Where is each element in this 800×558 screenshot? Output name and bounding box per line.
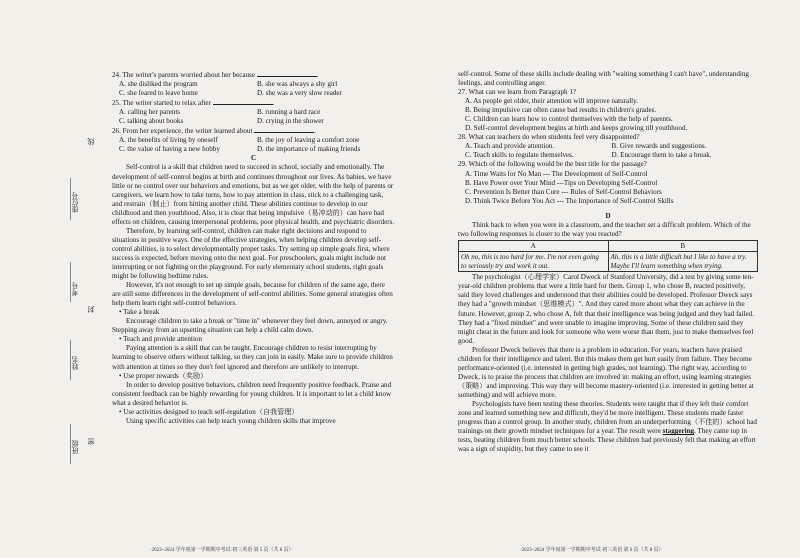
- q26-option-b: B. the joy of leaving a comfort zone: [257, 136, 360, 145]
- passage-d-paragraph-3: [458, 400, 758, 454]
- q24-options-row2: [112, 89, 395, 98]
- exam-number-line: [70, 262, 71, 302]
- section-c-heading: C: [250, 154, 257, 163]
- q26-options-row2: [112, 145, 395, 154]
- name-line: [70, 340, 71, 380]
- q25-option-b: B. running a hard race: [257, 108, 321, 117]
- q28-options-row1: [458, 142, 758, 151]
- right-footer: ·2023~2024 学年度第一学期期中考试·初三英语 第 6 页（共 8 页）·: [520, 548, 663, 553]
- seat-number-label: 座位号: [71, 192, 79, 213]
- line-label: 线: [87, 138, 95, 145]
- passage-c-paragraph-5: Paying attention is a skill that can be taught. Encourage children to resist interrupting by learning to observe others without talking, so they can join in easily. Make sure to provide children with attention at times so they don't feel ignored and therefore are unlikely to interrupt.: [112, 344, 393, 371]
- q28-option-a: A. Teach and provide attention.: [465, 142, 555, 151]
- right-column: [458, 70, 758, 454]
- q29-option-d: D. Think Twice Before You Act --- The Importance of Self-Control Skills: [465, 196, 674, 205]
- strategy-take-break: • Take a break: [119, 308, 160, 317]
- response-table-cell-b: Ah, this is a little difficult but I like to have a try. Maybe I'll learn something when trying.: [608, 252, 758, 272]
- response-table-head-b: B: [608, 240, 758, 252]
- q27-option-d: D. Self-control development begins at birth and keeps growing till youthhood.: [465, 124, 688, 133]
- passage-c-continuation: self-control. Some of these skills include dealing with "waiting something I can't have", understanding feelings, and controlling anger.: [458, 70, 749, 88]
- q29-option-b: B. Have Power over Your Mind ---Tips on Developing Self-Control: [465, 178, 658, 187]
- passage-d-paragraph-3-end: . They came top in tests, beating children from much better schools. These children had previously felt that making an effort was a sign of stupidity, but they came to see it: [458, 427, 756, 454]
- q28-options-row2: [458, 151, 758, 160]
- q24-option-d: D. she was a very slow reader: [257, 89, 342, 98]
- response-table-cell-a: Oh no, this is too hard for me. I'm not even going to seriously try and work it out.: [459, 252, 609, 272]
- q25-blank: [213, 98, 273, 105]
- q27-option-a: A. As people get older, their attention will improve naturally.: [465, 97, 639, 106]
- section-d-heading: D: [605, 211, 611, 220]
- class-line: [70, 424, 71, 464]
- passage-c-paragraph-7: Using specific activities can help teach young children skills that improve: [126, 416, 336, 425]
- passage-c-paragraph-3: However, it's not enough to set up simple goals, because for children of the same age, there are still some differences in the development of self-control abilities. Some general strategies often help them learn right self-control behaviors.: [112, 281, 393, 308]
- q24-option-c: C. she feared to leave home: [119, 89, 198, 98]
- passage-c-paragraph-4: Encourage children to take a break or "time in" whenever they feel down, annoyed or angry. Stepping away from an upsetting situation can help a child calm down.: [112, 317, 388, 335]
- q24-option-a: A. she disliked the program: [119, 80, 198, 89]
- q25-option-c: C. talking about books: [119, 117, 184, 126]
- binding-margin: [0, 0, 95, 558]
- sealed-label: 密: [87, 438, 95, 445]
- q29-option-a: A. Time Waits for No Man --- The Development of Self-Control: [465, 169, 648, 178]
- q28-option-d: D. Encourage them to take a break.: [611, 151, 712, 160]
- q25-options-row2: [112, 117, 395, 126]
- q28-option-b: B. Give rewards and suggestions.: [611, 142, 707, 151]
- q29-stem: 29. Which of the following would be the best title for the passage?: [458, 160, 647, 169]
- q24-options-row1: [112, 80, 395, 89]
- passage-d-paragraph-1: The psychologist（心理学家）Carol Dweck of Stanford University, did a test by giving some ten-year-old children problems that were a little hard for them. Group 1, who chose B, reacted positively, said they loved challenges and understood that their abilities could be developed. Professor Dweck says they had a "growth mindset（思维模式）". And they cared more about what they can achieve in the future. However, group 2, who chose A, felt that their intelligence was being judged and they had failed. They had a "fixed mindset" and were unable to imagine improving. Some of these children said they might cheat in the future and look for someone who were worse than them, just to make themselves feel good.: [458, 273, 754, 345]
- left-footer: ·2023~2024 学年度第一学期期中考试·初三英语 第 5 页（共 8 页）·: [150, 548, 293, 553]
- passage-d-paragraph-2: Professor Dweck believes that there is a problem in education. For years, teachers have praised children for their intelligence and talent. But this makes them get hurt easily from failure. They become performance-oriented (i.e. interested in getting high grades, not learning). The right way, according to Dweck, is to praise the process that children are involved in: making an effort, using learning strategies（策略）and improving. This way they will become mastery-oriented (i.e. interested in getting better at something) and will achieve more.: [458, 345, 754, 399]
- q28-option-c: C. Teach skills to regulate themselves.: [465, 151, 574, 160]
- q25-stem: 25. The writer started to relax after: [112, 99, 211, 108]
- q27-stem: 27. What can we learn from Paragraph 1?: [458, 88, 577, 97]
- q27-option-c: C. Children can learn how to control themselves with the help of parents.: [465, 115, 673, 124]
- q25-option-a: A. calling her parents: [119, 108, 181, 117]
- seal-label: 封: [87, 306, 95, 313]
- class-label: 班级: [71, 440, 79, 454]
- strategy-rewards: • Use proper rewards（奖励）: [119, 371, 208, 380]
- q26-option-a: A. the benefits of living by oneself: [119, 136, 218, 145]
- exam-number-label: 考号: [71, 282, 79, 296]
- q28-stem: 28. What can teachers do when students feel very disappointed?: [458, 133, 640, 142]
- q26-option-d: D. the importance of making friends: [257, 145, 361, 154]
- q25-options-row1: [112, 108, 395, 117]
- response-table-head-a: A: [459, 240, 609, 252]
- name-label: 姓名: [71, 356, 79, 370]
- passage-d-paragraph-3-start: Psychologists have been testing these theories. Students were taught that if they left their comfort zone and learned something new and difficult, they'd be more intelligent. These students made faster progress than a control group. In another study, children from an underperforming（不佳的）school had trainings on their growth mindset techniques for a year. The result were: [458, 400, 757, 436]
- q27-option-b: B. Being impulsive can often cause bad results in children's grades.: [465, 106, 657, 115]
- q26-blank: [254, 126, 314, 133]
- q26-options-row1: [112, 136, 395, 145]
- q25-option-d: D. crying in the shower: [257, 117, 324, 126]
- passage-c-paragraph-6: In order to develop positive behaviors, children need frequently positive feedback. Praise and consistent feedback can be highly rewarding for young children. It is important to let a child know what a desired behavior is.: [112, 380, 392, 407]
- passage-c-paragraph-1: Self-control is a skill that children need to succeed in school, socially and emotionally. The development of self-control begins at birth and continues throughout our lives. As babies, we have little or no control over our behaviors and emotions, but as we get older, with the help of parents or caregivers, we learn how to take turns, how to pay attention in class, stick to a challenging task, and restrain（制止）from hitting another child. These abilities continue to develop in our childhood and then youthhood. Also, it is clear that being impulsive（易冲动的）can have bad effects on children, causing interpersonal problems, poor physical health, and psychiatric disorders.: [112, 163, 395, 226]
- q24-stem: 24. The writer's parents worried about her because: [112, 71, 255, 79]
- strategy-attention: • Teach and provide attention: [119, 335, 203, 344]
- q24-blank: [257, 70, 317, 77]
- q26-stem: 26. From her experience, the writer learned about: [112, 127, 253, 136]
- staggering-word: staggering: [662, 427, 695, 436]
- strategy-activities: • Use activities designed to teach self-regulation（自我管理）: [119, 407, 299, 416]
- passage-d-intro: Think back to when you were in a classroom, and the teacher set a difficult problem. Which of the two following responses is closer to the way you reacted?: [458, 220, 751, 238]
- passage-c-paragraph-2: Therefore, by learning self-control, children can make right decisions and respond to situations in positive ways. One of the effective strategies, when helping children develop self-control abilities, is to select developmentally proper tasks. Try setting up simple goals first, where success is expected, before moving onto the next goal. For preschoolers, goals might include not interrupting or not fighting on the playground. For early elementary school students, right goals might be following bedtime rules.: [112, 226, 390, 281]
- q24-option-b: B. she was always a shy girl: [257, 80, 338, 89]
- left-column: 24. The writer's parents worried about her because . A. she disliked the program B. she was always a shy girl C. she feared to leave home D. she was a very slow reader 25. The writer started to relax after . A. calling her parents B. running a hard race C. talking about books D. crying in the shower 26. From her experience, the writer learned about . A. the benefits of living by oneself B. the joy of leaving a comfort zone C. the value of having a new hobby D. the importance of making friends C Self-control is a skill that children need to succeed in school, socially and emotionally. The development of self-control begins at birth and continues throughout our lives. As babies, we have little or no control over our behaviors and emotions, but as we get older, with the help of parents or caregivers, we learn how to take turns, how to pay attention in class, stick to a challenging task, and restrain（制止）from hitting another child. These abilities continue to develop in our childhood and then youthhood. Also, it is clear that being impulsive（易冲动的）can have bad effects on children, causing interpersonal problems, poor physical health, and psychiatric disorders. Therefore, by learning self-control, children can make right decisions and respond to situations in positive ways. One of the effective strategies, when helping children develop self-control abilities, is to select developmentally proper tasks. Try setting up simple goals first, where success is expected, before moving onto the next goal. For preschoolers, goals might include not interrupting or not fighting on the playground. For early elementary school students, right goals might be following bedtime rules. However, it's not enough to set up simple goals, because for children of the same age, there are still some differences in the development of self-control abilities. Some general strategies often help them learn right self-control behaviors. • Take a break Encourage children to take a break or "time in" whenever they feel down, annoyed or angry. Stepping away from an upsetting situation can help a child calm down. • Teach and provide attention Paying attention is a skill that can be taught. Encourage children to resist interrupting by learning to observe others without talking, so they can join in easily. Make sure to provide children with attention at times so they don't feel ignored and therefore are unlikely to interrupt. • Use proper rewards（奖励） In order to develop positive behaviors, children need frequently positive feedback. Praise and consistent feedback can be highly rewarding for young children. It is important to let a child know what a desired behavior is. • Use activities designed to teach self-regulation（自我管理） Using specific activities can help teach young children skills that improve: [112, 71, 395, 425]
- response-table: [458, 240, 758, 273]
- q29-option-c: C. Prevention Is Better than Cure --- Rules of Self-Control Behaviors: [465, 187, 662, 196]
- q26-option-c: C. the value of having a new hobby: [119, 145, 220, 154]
- seat-number-line: [70, 178, 71, 220]
